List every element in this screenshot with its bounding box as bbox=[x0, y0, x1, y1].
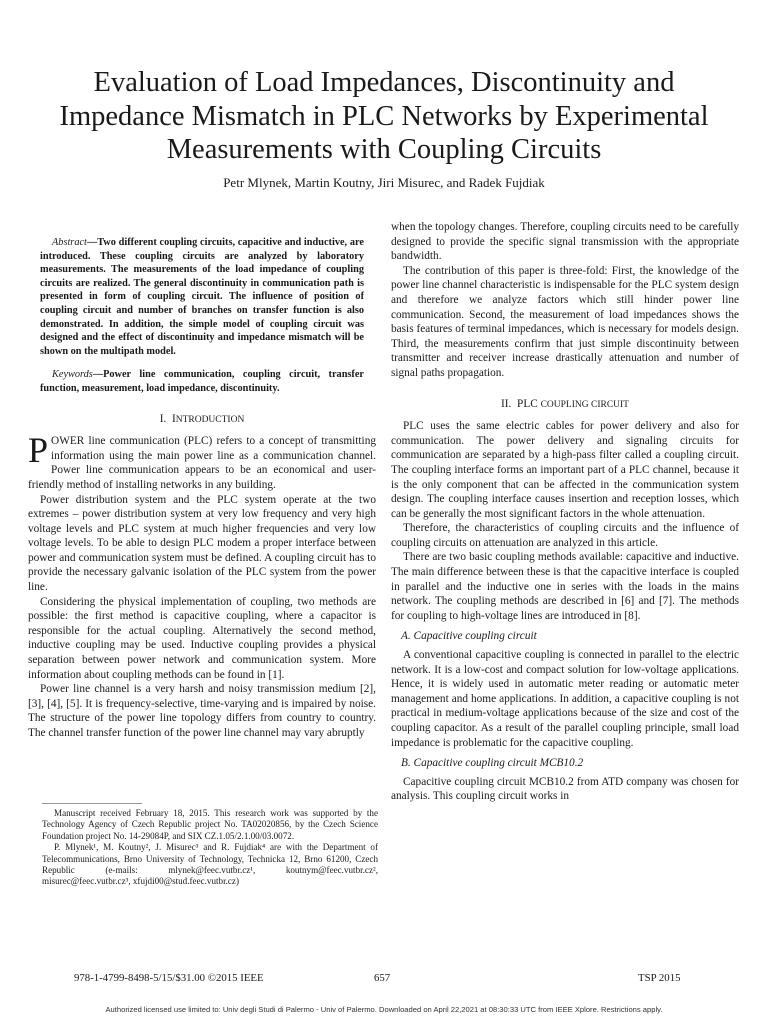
drop-cap: P bbox=[28, 430, 49, 471]
section-title-plc: PLC bbox=[517, 397, 538, 410]
footnotes bbox=[42, 808, 378, 888]
left-column bbox=[28, 220, 376, 741]
abstract-text: —Two different coupling circuits, capacitive and inductive, are introduced. These coupling circuits are analyzed by laboratory measurements. The measurements of the load impedance of coupling circuits are realized. The general discontinuity in communication path is presented in form of coupling circuit. The influence of position of coupling circuit and number of branches on transfer function is also demonstrated. In addition, the simple model of coupling circuit was designed and the effect of discontinuity and impedance mismatch will be shown on the multipath model. bbox=[40, 237, 364, 357]
abstract bbox=[28, 236, 376, 358]
intro-paragraph-2: Power distribution system and the PLC system operate at the two extremes – power distribution system at very low frequency and very high voltage levels and PLC system at much higher frequencies and very low voltage levels. To be able to design PLC modem a proper interface between power and communication system must be defined. A coupling circuit has to provide the necessary galvanic isolation of the PLC system from the power line. bbox=[28, 493, 376, 594]
contribution-paragraph: The contribution of this paper is three-fold: First, the knowledge of the power line channel characteristic is indispensable for the PLC system design and therefore we analyze factors which still hinder power line communication. Second, the measurement of load impedances shows the basis features of terminal impedances, which is necessary for models design. Third, the measurements confirm that just simple discontinuity between transmitter and receiver increase drastically attenuation and number of signal paths propagation. bbox=[391, 264, 739, 379]
section-title-rest: COUPLING CIRCUIT bbox=[540, 399, 629, 410]
section-number: II. bbox=[501, 397, 512, 410]
section-number: I. bbox=[159, 412, 167, 425]
intro-paragraph-1 bbox=[28, 430, 376, 492]
coupling-paragraph-2: Therefore, the characteristics of coupling circuits and the influence of coupling circuits on attenuation are analyzed in this article. bbox=[391, 522, 739, 549]
footer-isbn: 978-1-4799-8498-5/15/$31.00 ©2015 IEEE bbox=[74, 972, 264, 984]
abstract-label: Abstract bbox=[52, 237, 87, 248]
intro-paragraph-3: Considering the physical implementation of coupling, two methods are possible: the first method is capacitive coupling, where a capacitor is responsible for the actual coupling. Alternatively the second method, inductive coupling may be used. Inductive coupling provides a physical separation between power network and communication system. More information about coupling methods can be found in [1]. bbox=[28, 595, 376, 681]
section-heading-coupling bbox=[391, 397, 739, 413]
coupling-paragraph-3: There are two basic coupling methods available: capacitive and inductive. The main difference between these is that the capacitive interface is coupled in parallel and the inductive one in series with the loads in the mains network. The coupling methods are described in [6] and [7]. The methods for coupling to high-voltage lines are introduced in [8]. bbox=[391, 551, 739, 622]
keywords-label: Keywords bbox=[52, 369, 93, 381]
keywords bbox=[28, 368, 376, 395]
footnote-affiliations: P. Mlynek¹, M. Koutny², J. Misurec³ and R. Fujdiak⁴ are with the Department of Telecommunications, Brno University of Technology, Technicka 12, Brno 61200, Czech Republic (e-mails: mlynek@feec.vutbr.cz¹, koutnym@feec.vutbr.cz², misurec@feec.vutbr.cz³, xfujdi00@stud.feec.vutbr.cz) bbox=[42, 842, 378, 887]
footnote-manuscript: Manuscript received February 18, 2015. This research work was supported by the Technology Agency of Czech Republic project No. TA02020856, by the Czech Science Foundation project No. 14-29084P, and SIX CZ.1.05/2.1.00/03.0072. bbox=[42, 808, 378, 841]
capacitive-paragraph: A conventional capacitive coupling is connected in parallel to the electric network. It is a low-cost and compact solution for low-voltage applications. Hence, it is widely used in automatic meter reading or automatic meter management and home applications. In addition, a capacitive coupling is not practical in medium-voltage applications because of the size and cost of the coupling capacitor. As a result of the parallel coupling principle, small load impedance is problematic for the capacitive coupling. bbox=[391, 649, 739, 749]
subsection-heading-a: A. Capacitive coupling circuit bbox=[401, 630, 537, 643]
paper-title: Evaluation of Load Impedances, Discontinuity and Impedance Mismatch in PLC Networks by Experimental Measurements with Coupling Circuits bbox=[59, 67, 709, 165]
section-heading-introduction bbox=[28, 412, 376, 428]
coupling-paragraph-1: PLC uses the same electric cables for power delivery and also for communication. The power delivery and signaling circuits for communication are separated by a high-pass filter called a coupling circuit. The coupling interface forms an important part of a PLC channel, because it is the only component that can be affected in the communication system design. The coupling interface causes insertion and reception losses, which can be generally the most significant factors in the whole attenuation. bbox=[391, 420, 739, 520]
keywords-text: —Power line communication, coupling circuit, transfer function, measurement, load impedance, discontinuity. bbox=[40, 369, 364, 394]
section-title-first: I bbox=[171, 412, 176, 425]
intro-paragraph-4: Power line channel is a very harsh and noisy transmission medium [2], [3], [4], [5]. It is frequency-selective, time-varying and is impaired by noise. The structure of the power line topology differs from country to country. The channel transfer function of the power line channel may vary abruptly bbox=[28, 683, 376, 739]
footnote-rule bbox=[42, 803, 142, 804]
intro-paragraph-1-text: OWER line communication (PLC) refers to a concept of transmitting information using the main power line as a communication channel. Power line communication appears to be an economical and user-friendly method of installing networks in any building. bbox=[28, 435, 376, 491]
subsection-heading-b: B. Capacitive coupling circuit MCB10.2 bbox=[401, 757, 584, 770]
page-number: 657 bbox=[374, 972, 391, 984]
license-notice: Authorized licensed use limited to: Univ degli Studi di Palermo - Univ of Palermo. Downloaded on April 22,2021 at 08:30:33 UTC from IEEE Xplore. Restrictions apply. bbox=[105, 1005, 663, 1014]
footer-conference: TSP 2015 bbox=[638, 972, 681, 984]
section-title-rest: NTRODUCTION bbox=[175, 414, 245, 425]
right-paragraph-continuation: when the topology changes. Therefore, coupling circuits need to be carefully designed to provide the specific signal transmission with the appropriate bandwidth. bbox=[391, 221, 739, 263]
mcb-paragraph: Capacitive coupling circuit MCB10.2 from ATD company was chosen for analysis. This coupling circuit works in bbox=[391, 775, 739, 803]
author-list: Petr Mlynek, Martin Koutny, Jiri Misurec, and Radek Fujdiak bbox=[223, 175, 545, 190]
right-column bbox=[391, 220, 739, 804]
